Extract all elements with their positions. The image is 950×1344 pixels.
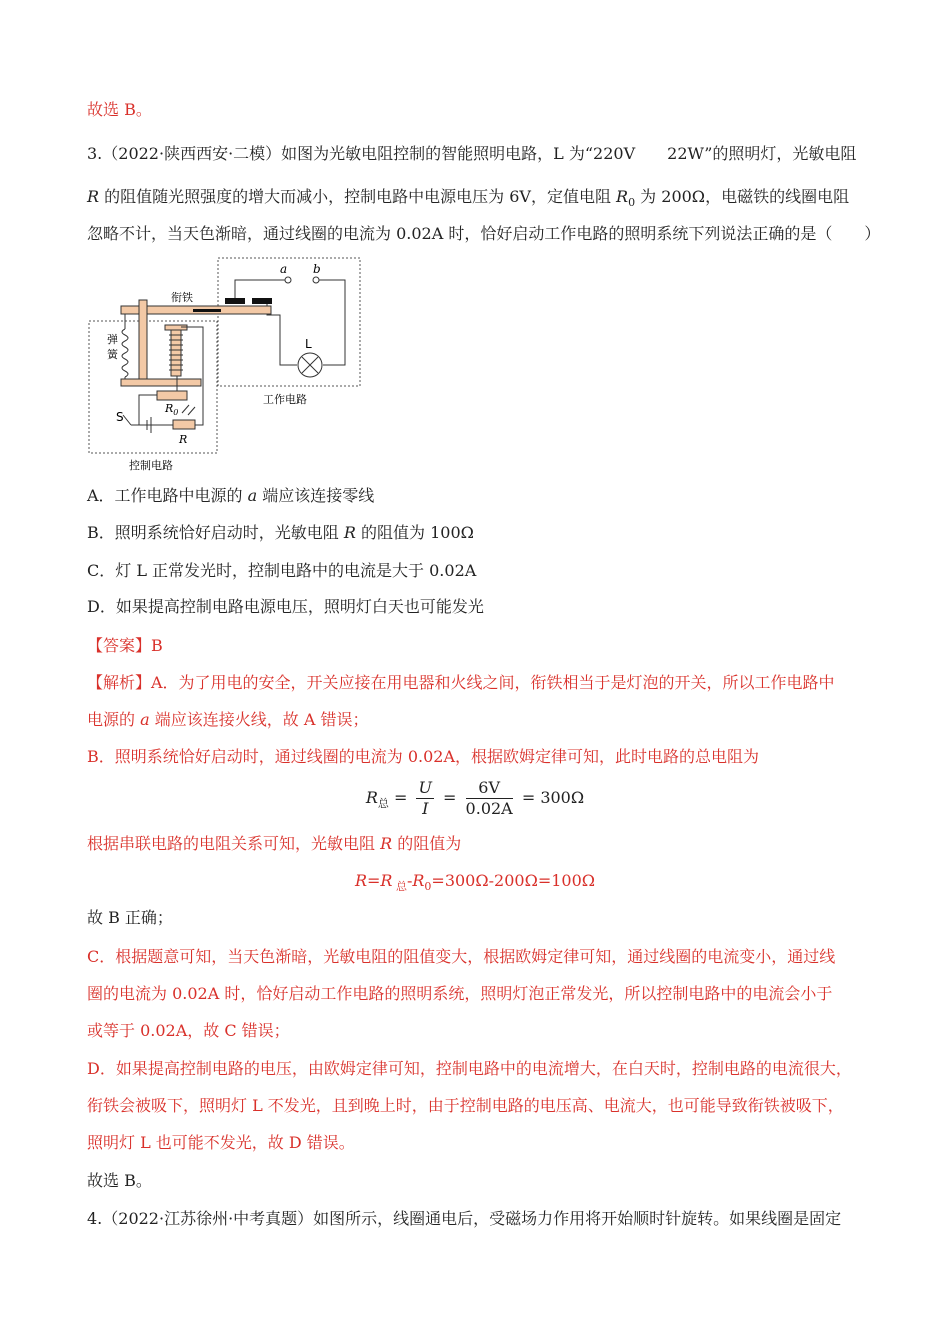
spring [122, 329, 128, 377]
equation-photoresistor: R=R $_总-R_0=300\Omega-200\Omega=100\Omega$ [354, 871, 596, 894]
analysis-a1: 【解析】A．为了用电的安全，开关应接在用电器和火线之间，衔铁相当于是灯泡的开关，所以工作电路中 [87, 673, 835, 692]
switch-s [123, 415, 131, 425]
label-r: R [179, 433, 188, 446]
q3-line3: 忽略不计，当天色渐暗，通过线圈的电流为 0.02A 时，恰好启动工作电路的照明系统下列说法正确的是（ ） [87, 224, 881, 243]
label-spring: 弹 [107, 333, 118, 346]
terminal-a [285, 277, 291, 283]
answer: 【答案】B [87, 636, 163, 655]
label-spring-2: 簧 [107, 348, 118, 361]
option-b: B．照明系统恰好启动时，光敏电阻 R 的阻值为 100Ω [87, 523, 474, 542]
photoresistor-r [173, 420, 195, 429]
label-r0: $R_0$ [165, 402, 179, 417]
analysis-d1: D．如果提高控制电路的电压，由欧姆定律可知，控制电路中的电流增大，在白天时，控制电路的电流很大， [87, 1059, 852, 1078]
label-armature: 衔铁 [171, 291, 193, 304]
conclusion-bottom: 故选 B。 [87, 1171, 152, 1190]
relay-circuit-diagram [85, 255, 365, 477]
option-d: D．如果提高控制电路电源电压，照明灯白天也可能发光 [87, 597, 484, 616]
label-terminal-b: b [313, 262, 321, 276]
option-c: C．灯 L 正常发光时，控制电路中的电流是大于 0.02A [87, 561, 477, 580]
conclusion-top: 故选 B。 [87, 100, 152, 119]
analysis-b2: 根据串联电路的电阻关系可知，光敏电阻 R 的阻值为 [87, 834, 462, 853]
resistor-r0 [157, 391, 187, 400]
label-lamp: L [305, 337, 312, 351]
terminal-b [313, 277, 319, 283]
label-control-circuit: 控制电路 [129, 459, 173, 472]
label-terminal-a: a [280, 262, 288, 276]
q4-line1: 4.（2022·江苏徐州·中考真题）如图所示，线圈通电后，受磁场力作用将开始顺时针旋转。如果线圈是固定 [87, 1209, 842, 1228]
analysis-d2: 衔铁会被吸下，照明灯 L 不发光，且到晚上时，由于控制电路的电压高、电流大，也可能导致衔铁被吸下， [87, 1096, 844, 1115]
analysis-b1: B．照明系统恰好启动时，通过线圈的电流为 0.02A，根据欧姆定律可知，此时电路的总电阻为 [87, 747, 760, 766]
analysis-c3: 或等于 0.02A，故 C 错误； [87, 1021, 290, 1040]
analysis-c2: 圈的电流为 0.02A 时，恰好启动工作电路的照明系统，照明灯泡正常发光，所以控制电路中的电流会小于 [87, 984, 833, 1003]
label-work-circuit: 工作电路 [263, 393, 307, 406]
q3-line2: R 的阻值随光照强度的增大而减小，控制电路中电源电压为 6V，定值电阻 $R_0$ 为 200Ω，电磁铁的线圈电阻 [87, 187, 850, 210]
equation-total-resistance: $R_总$ = $\frac{U}{I}$ = $\frac{6V}{0.02A}$ = 300Ω [365, 778, 585, 818]
analysis-b3: 故 B 正确； [87, 908, 173, 927]
option-a: A．工作电路中电源的 a 端应该连接零线 [87, 486, 375, 505]
analysis-a2: 电源的 a 端应该连接火线，故 A 错误； [87, 710, 369, 729]
analysis-d3: 照明灯 L 也可能不发光，故 D 错误。 [87, 1133, 355, 1152]
label-switch: S [116, 410, 124, 424]
q3-line1: 3.（2022·陕西西安·二模）如图为光敏电阻控制的智能照明电路，L 为“220V 22W”的照明灯，光敏电阻 [87, 144, 857, 163]
analysis-c1: C．根据题意可知，当天色渐暗，光敏电阻的阻值变大，根据欧姆定律可知，通过线圈的电流变小，通过线 [87, 947, 836, 966]
